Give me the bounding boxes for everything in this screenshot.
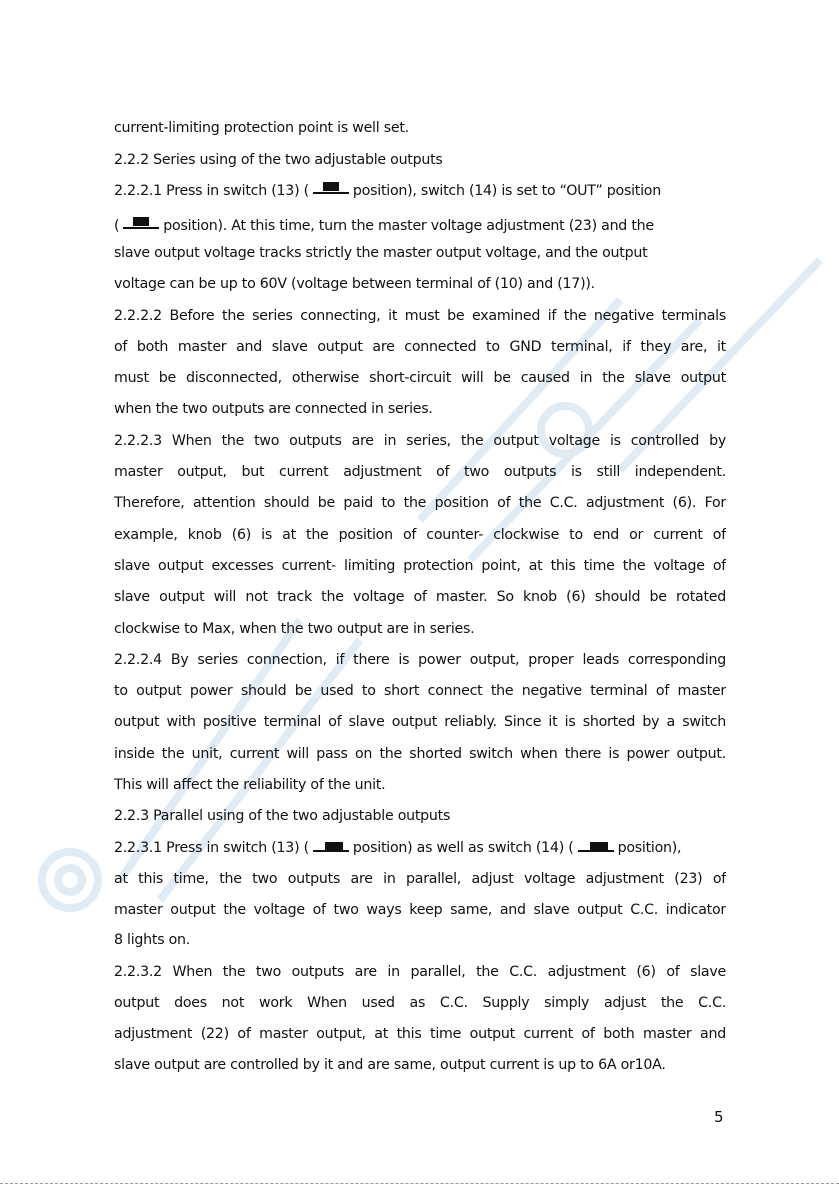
- text-line: slave output are controlled by it and are same, output current is up to 6A or10A.: [114, 1057, 666, 1073]
- text-line: This will affect the reliability of the unit.: [114, 777, 386, 793]
- text-line: slave output will not track the voltage of master. So knob (6) should be rotated: [114, 589, 726, 605]
- text-line: clockwise to Max, when the two output are in series.: [114, 621, 475, 637]
- text-line: to output power should be used to short connect the negative terminal of master: [114, 683, 726, 699]
- page-bottom-divider: [0, 1183, 839, 1184]
- text-line: slave output excesses current- limiting protection point, at this time the voltage of: [114, 558, 726, 574]
- text-line: voltage can be up to 60V (voltage between terminal of (10) and (17)).: [114, 276, 595, 292]
- switch-pressed-icon: [578, 839, 614, 853]
- switch-released-icon: [313, 182, 349, 196]
- text-line: 8 lights on.: [114, 932, 191, 948]
- switch-released-icon: [123, 217, 159, 231]
- page-number: 5: [714, 1108, 724, 1126]
- text-line: adjustment (22) of master output, at this time output current of both master and: [114, 1026, 726, 1042]
- text-line: master output the voltage of two ways keep same, and slave output C.C. indicator: [114, 902, 726, 918]
- text-line: output with positive terminal of slave output reliably. Since it is shorted by a switch: [114, 714, 726, 730]
- text-line: 2.2.3.1 Press in switch (13) ( position) as well as switch (14) ( position),: [114, 840, 682, 856]
- text-line: 2.2.2.4 By series connection, if there is power output, proper leads corresponding: [114, 652, 726, 668]
- text-line: 2.2.2.1 Press in switch (13) ( position), switch (14) is set to “OUT” position: [114, 183, 661, 199]
- text-line: at this time, the two outputs are in parallel, adjust voltage adjustment (23) of: [114, 871, 726, 887]
- text-line: current-limiting protection point is well set.: [114, 120, 409, 136]
- text-line: ( position). At this time, turn the master voltage adjustment (23) and the: [114, 218, 654, 234]
- text-line: example, knob (6) is at the position of counter- clockwise to end or current of: [114, 527, 726, 543]
- text-line: master output, but current adjustment of two outputs is still independent.: [114, 464, 726, 480]
- section-heading: 2.2.2 Series using of the two adjustable outputs: [114, 152, 443, 168]
- text-line: of both master and slave output are connected to GND terminal, if they are, it: [114, 339, 726, 355]
- text-line: 2.2.2.3 When the two outputs are in series, the output voltage is controlled by: [114, 433, 726, 449]
- switch-pressed-icon: [313, 839, 349, 853]
- text-line: 2.2.2.2 Before the series connecting, it must be examined if the negative terminals: [114, 308, 726, 324]
- text-line: must be disconnected, otherwise short-circuit will be caused in the slave output: [114, 370, 726, 386]
- text-line: Therefore, attention should be paid to the position of the C.C. adjustment (6). For: [114, 495, 726, 511]
- text-line: when the two outputs are connected in series.: [114, 401, 433, 417]
- text-line: slave output voltage tracks strictly the master output voltage, and the output: [114, 245, 648, 261]
- text-line: inside the unit, current will pass on the shorted switch when there is power output.: [114, 746, 726, 762]
- text-line: 2.2.3.2 When the two outputs are in parallel, the C.C. adjustment (6) of slave: [114, 964, 726, 980]
- text-line: output does not work When used as C.C. Supply simply adjust the C.C.: [114, 995, 726, 1011]
- section-heading: 2.2.3 Parallel using of the two adjustable outputs: [114, 808, 451, 824]
